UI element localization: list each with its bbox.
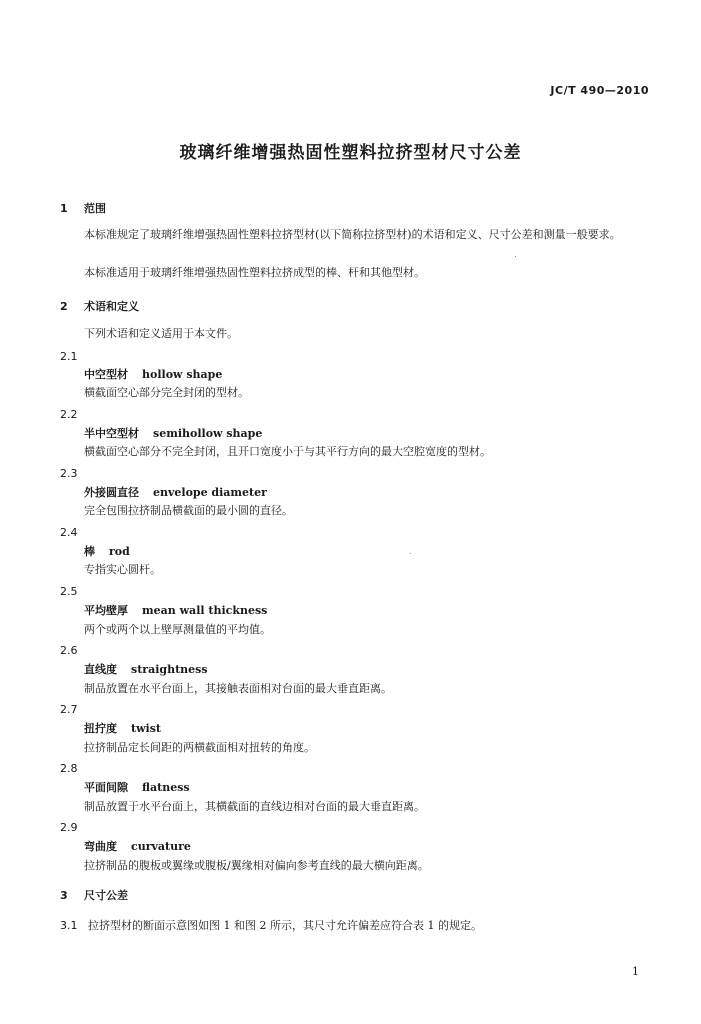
section-title: 术语和定义: [84, 300, 139, 313]
scan-speck: [515, 256, 516, 257]
term-definition: 制品放置在水平台面上，其接触表面相对台面的最大垂直距离。: [84, 682, 392, 695]
term-zh: 扭拧度: [84, 722, 117, 735]
term-number: 2.5: [60, 585, 78, 598]
section-title: 尺寸公差: [84, 889, 128, 902]
document-title: 玻璃纤维增强热固性塑料拉挤型材尺寸公差: [179, 143, 522, 163]
term-zh: 外接圆直径: [84, 486, 139, 499]
term-name: [84, 602, 267, 618]
term-definition: 制品放置于水平台面上，其横截面的直线边相对台面的最大垂直距离。: [84, 800, 425, 813]
scope-paragraph-1: 本标准规定了玻璃纤维增强热固性塑料拉挤型材(以下简称拉挤型材)的术语和定义、尺寸公差和测量一般要求。: [84, 228, 621, 241]
section-number: 3: [60, 889, 68, 902]
term-zh: 平均壁厚: [84, 604, 128, 617]
term-en: semihollow shape: [153, 427, 263, 440]
term-definition: 两个或两个以上壁厚测量值的平均值。: [84, 623, 271, 636]
term-number: 2.6: [60, 644, 78, 657]
term-name: [84, 425, 262, 441]
term-name: [84, 779, 190, 795]
term-definition: 横截面空心部分完全封闭的型材。: [84, 386, 249, 399]
term-name: [84, 366, 222, 382]
term-name: [84, 543, 130, 559]
section-2-heading: [60, 298, 139, 314]
terms-intro: 下列术语和定义适用于本文件。: [84, 327, 238, 340]
section-title: 范围: [84, 202, 106, 215]
term-en: rod: [109, 545, 130, 558]
term-definition: 拉挤制品定长间距的两横截面相对扭转的角度。: [84, 741, 315, 754]
term-name: [84, 661, 208, 677]
term-en: flatness: [142, 781, 190, 794]
term-number: 2.3: [60, 467, 78, 480]
term-number: 2.9: [60, 821, 78, 834]
term-name: [84, 838, 191, 854]
scope-paragraph-2: 本标准适用于玻璃纤维增强热固性塑料拉挤成型的棒、杆和其他型材。: [84, 266, 425, 279]
term-zh: 棒: [84, 545, 95, 558]
clause-text: 拉挤型材的断面示意图如图 1 和图 2 所示，其尺寸允许偏差应符合表 1 的规定。: [88, 919, 482, 932]
term-number: 2.1: [60, 350, 78, 363]
section-1-heading: [60, 200, 106, 216]
standard-number: JC/T 490—2010: [550, 84, 649, 97]
term-zh: 直线度: [84, 663, 117, 676]
term-zh: 中空型材: [84, 368, 128, 381]
section-number: 1: [60, 202, 68, 215]
term-definition: 拉挤制品的腹板或翼缘或腹板/翼缘相对偏向参考直线的最大横向距离。: [84, 859, 429, 872]
section-3-heading: [60, 887, 128, 903]
term-number: 2.4: [60, 526, 78, 539]
section-number: 2: [60, 300, 68, 313]
term-en: mean wall thickness: [142, 604, 268, 617]
scan-speck: [410, 553, 411, 554]
term-number: 2.7: [60, 703, 78, 716]
term-definition: 专指实心圆杆。: [84, 563, 161, 576]
term-en: envelope diameter: [153, 486, 267, 499]
term-number: 2.8: [60, 762, 78, 775]
term-en: hollow shape: [142, 368, 223, 381]
page-number: 1: [632, 965, 639, 978]
clause-number: 3.1: [60, 919, 78, 932]
term-zh: 半中空型材: [84, 427, 139, 440]
clause-3-1: [60, 917, 482, 933]
term-name: [84, 484, 267, 500]
term-zh: 平面间隙: [84, 781, 128, 794]
term-name: [84, 720, 161, 736]
term-number: 2.2: [60, 408, 78, 421]
term-en: straightness: [131, 663, 208, 676]
term-definition: 完全包围拉挤制品横截面的最小圆的直径。: [84, 504, 293, 517]
term-zh: 弯曲度: [84, 840, 117, 853]
term-en: twist: [131, 722, 162, 735]
term-definition: 横截面空心部分不完全封闭，且开口宽度小于与其平行方向的最大空腔宽度的型材。: [84, 445, 491, 458]
term-en: curvature: [131, 840, 191, 853]
